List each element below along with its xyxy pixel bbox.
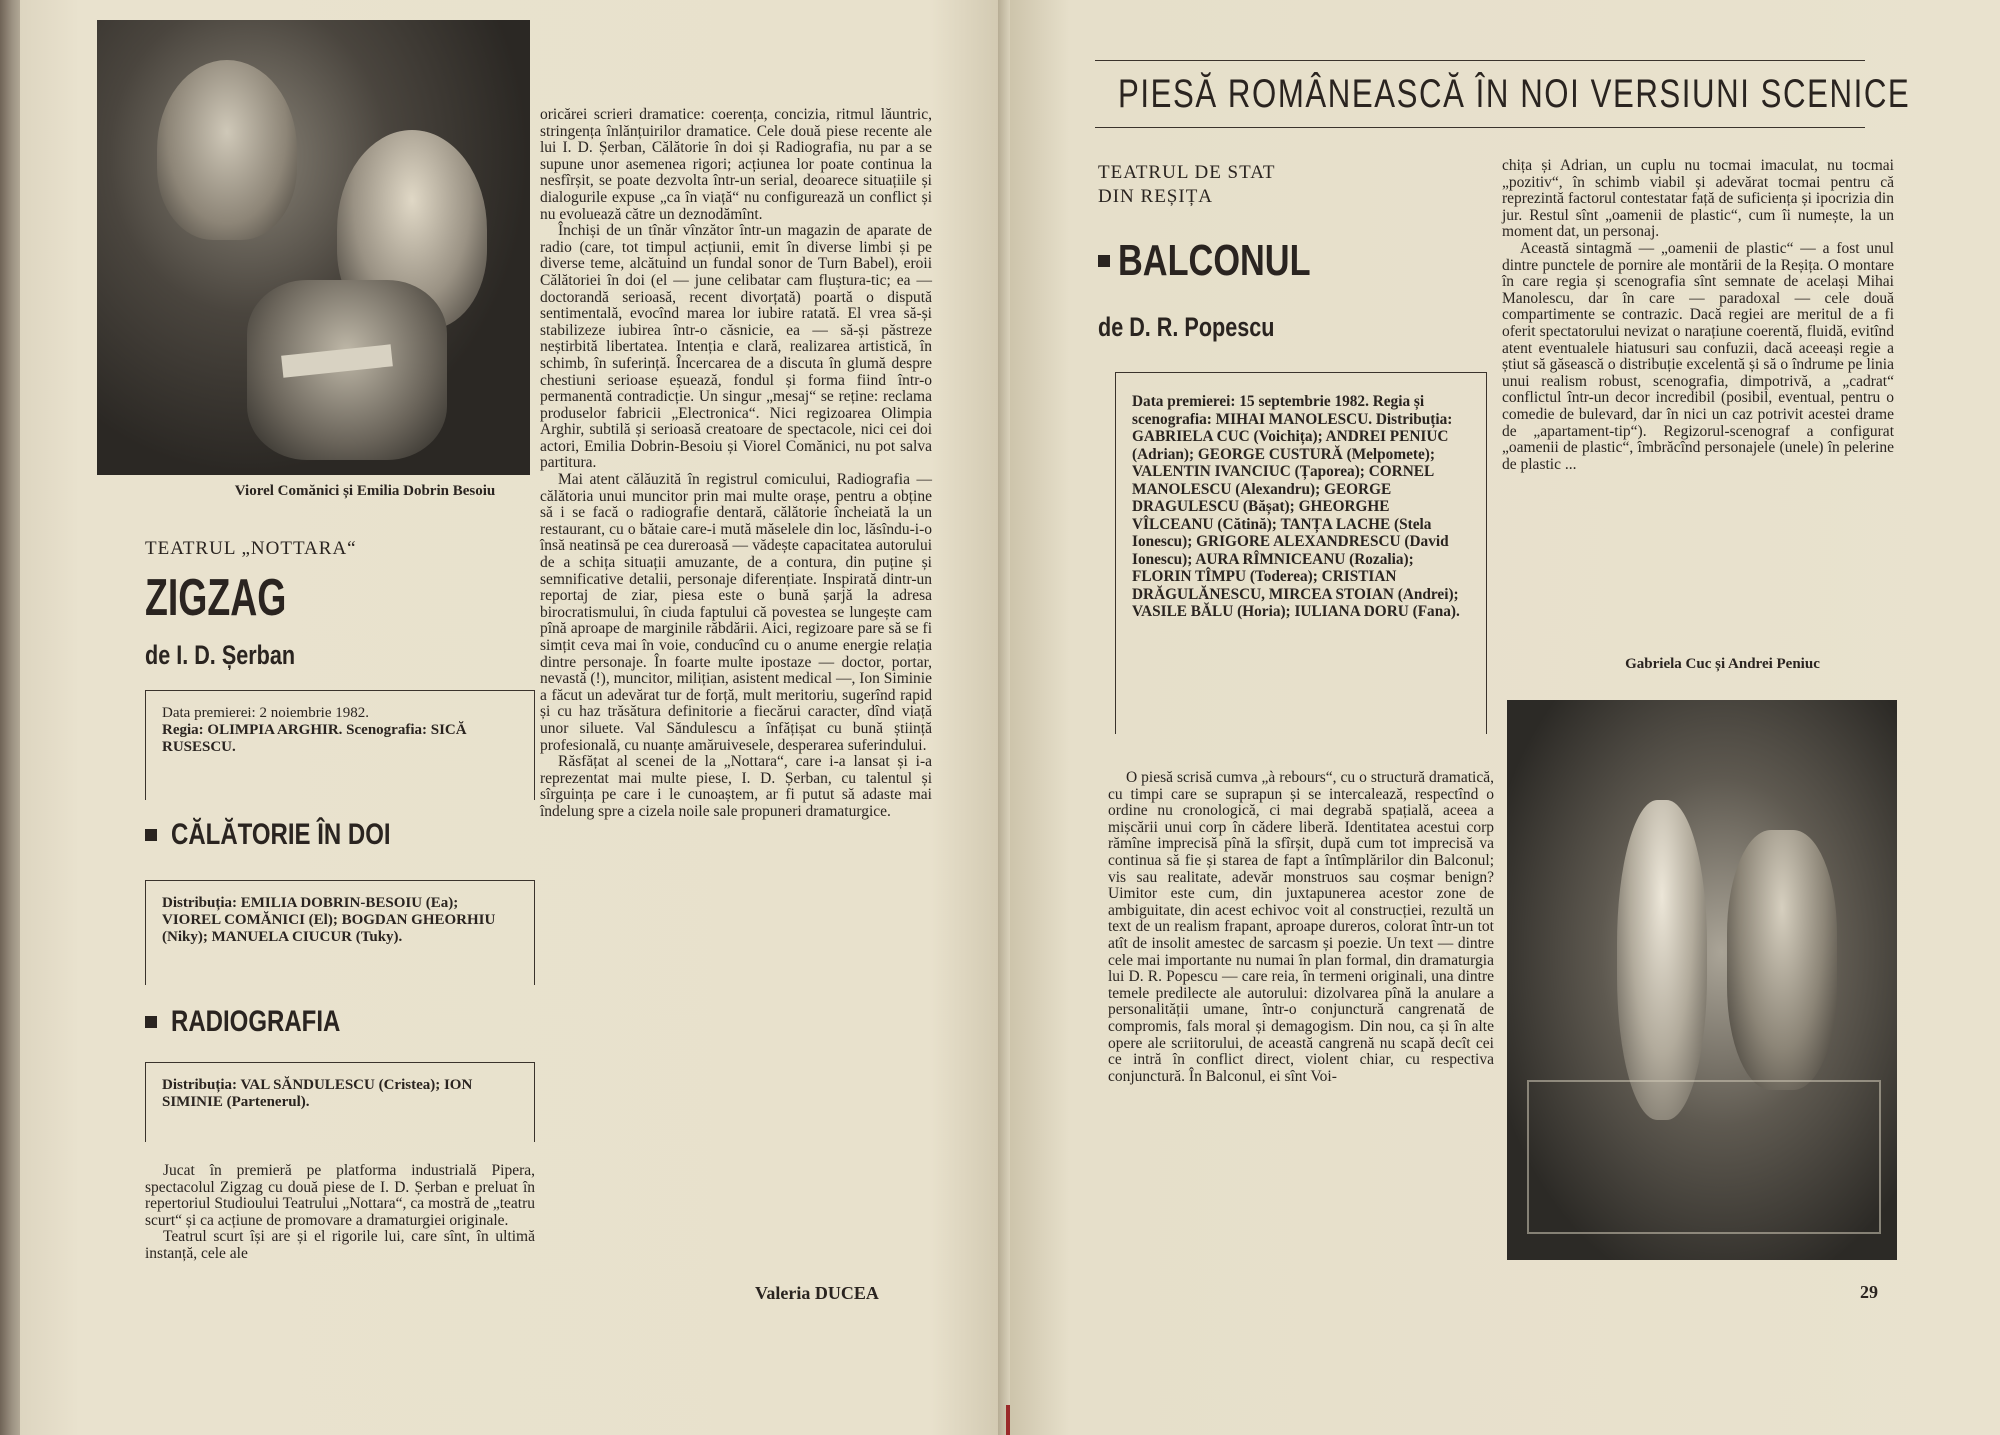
page-header: PIESĂ ROMÂNEASCĂ ÎN NOI VERSIUNI SCENICE <box>1118 72 1911 116</box>
cast-box-1 <box>145 880 535 985</box>
balconul-photo <box>1507 700 1897 1260</box>
paragraph: Închiși de un tînăr vînzător într-un magazin de aparate de radio (care, tot timpul acțiunii, emit în diverse limbi și pe diverse teme, alcătuind un fundal sonor de Turn Babel), eroii Călătoriei în doi (el — june celibatar cam fluștura-tic; ea — doctorandă serioasă, recent divorțată) poartă o dispută sentimentală, evocînd marea lor iubire ratată. El vrea să-și stabilizeze iubirea într-o căsnicie, ea — să-și păstreze neștirbită libertatea. Intenția e clară, realizarea artistică, în schimb, în suferință. Încercarea de a discuta în glumă despre chestiuni serioase eșuează, fondul și forma fiind într-o permanentă contradicție. Un singur „mesaj“ se reține: reclama produselor fabricii „Electronica“. Nici regizoarea Olimpia Arghir, subtilă și serioasă creatoare de spectacole, nici cei doi actori, Emilia Dobrin-Besoiu și Viorel Comănici, nu pot salva partitura. <box>540 222 932 472</box>
play-title: ZIGZAG <box>145 569 287 627</box>
paragraph: O piesă scrisă cumva „à rebours“, cu o structură dramatică, cu timpi care se suprapun și se intercalează, respectînd o ordine nu cronologică, ci mai degrabă spațială, aceea a mișcării unui corp în cădere liberă. Identitatea acestui corp rămîne imprecisă pînă la sfîrșit, după cum tot imprecisă va continua să fie și starea de fapt a întîmplărilor din Balconul; vis sau realitate, adevăr monstruos sau coșmar benign? Uimitor este cum, din juxtapunerea acestor zone de ambiguitate, din acest echivoc voit al construcției, rezultă un text de un realism frapant, aproape dureros, colorat într-un tot atît de insolit amestec de sarcasm și poezie. Un text — dintre cele mai importante nu numai în plan formal, din dramaturgia lui D. R. Popescu — care reia, în termeni originali, una dintre temele predilecte ale autorului: dizolvarea pînă la anulare a personalității umane, într-o conjunctură cangrenată de compromis, fals moral și demagogism. Din nou, ca și în alte opere ale scriitorului, de această cangrenă nu scapă decît cei ce intră în conflict direct, violent chiar, cu respectiva conjunctură. În Balconul, ei sînt Voi- <box>1108 769 1494 1085</box>
article-column-1 <box>145 1163 535 1263</box>
zigzag-photo <box>97 20 530 475</box>
article-column-2 <box>540 107 932 821</box>
square-bullet-icon <box>1098 255 1110 267</box>
cast-box-2 <box>145 1062 535 1142</box>
paragraph: Răsfățat al scenei de la „Nottara“, care i-a lansat și i-a reprezentat mai multe piese, I. D. Șerban, cu talentul și sîrguința pe care i le cunoaștem, ar fi putut să adaste mai îndelung spre a cizela noile sale propuneri dramaturgice. <box>540 753 932 820</box>
photo-caption: Gabriela Cuc și Andrei Peniuc <box>1625 656 1820 672</box>
page-number: 29 <box>1860 1282 1878 1302</box>
premiere-box <box>145 690 535 800</box>
section-calatorie <box>145 818 445 852</box>
premiere-details: Data premierei: 15 septembrie 1982. Regia și scenografia: MIHAI MANOLESCU. Distribuția: GABRIELA CUC (Voichița); ANDREI PENIUC (Adrian); GEORGE CUSTURĂ (Melpomete); VALENTIN IVANCIUC (Țaporea); CORNEL MANOLESCU (Alexandru); GEORGE DRAGULESCU (Bășat); GHEORGHE VÎLCEANU (Cătină); TANȚA LACHE (Stela Ionescu); GRIGORE ALEXANDRESCU (David Ionescu); AURA RÎMNICEANU (Rozalia); FLORIN TÎMPU (Toderea); CRISTIAN DRĂGULĂNESCU, MIRCEA STOIAN (Andrei); VASILE BĂLU (Horia); IULIANA DORU (Fana). <box>1132 393 1460 620</box>
paragraph: Mai atent călăuzită în registrul comicului, Radiografia — călătoria unui muncitor prin mai multe orașe, pentru a obține să i se facă o radiografie dentară, călătorie încheiată la un restaurant, cu o bătaie care-i mută măselele din loc, lăsîndu-i-o însă neatinsă pe cea dureroasă — vădește capacitatea autorului de a schița situații amuzante, de a contura, din puține și semnificative detalii, personaje diferențiate. Inspirată dintr-un reportaj de ziar, piesa este o bună șarjă la adresa birocratismului, în ciuda faptului că povestea se lungește cam pînă aproape de marginile răbdării. Aici, regizoare pare să se fi simțit ceva mai în voie, conducînd cu o anume energie relația dintre personaje. În foarte multe ipostaze — doctor, portar, nevastă (!), muncitor, milițian, asistent medical —, Ion Siminie a făcut un adevărat tur de forță, mult meritoriu, sugerînd rapid și cu haz trăsătura definitorie a fiecărui caracter, dînd viață unor siluete. Val Săndulescu a înfățișat cu bună știință profesională, cu nuanțe amăruivesele, desperarea suferindului. <box>540 471 932 754</box>
theatre-name-line1: TEATRUL DE STAT <box>1098 162 1276 183</box>
paragraph: Teatrul scurt își are și el rigorile lui, care sînt, în ultimă instanță, cele ale <box>145 1228 535 1262</box>
theatre-name-line2: DIN REȘIȚA <box>1098 186 1214 207</box>
premiere-box <box>1115 372 1487 734</box>
paragraph: oricărei scrieri dramatice: coerența, concizia, ritmul lăuntric, stringența înlănțuirilor dramatice. Cele două piese recente ale lui I. D. Șerban, Călătorie în doi și Radiografia, nu par a se supune unor asemenea rigori; acțiunea lor poate continua la nesfîrșit, se poate dezvolta într-un serial, deoarece situațiile și dialogurile expuse „ca în viață“ nu configurează un conflict și nu evoluează către un deznodămînt. <box>540 106 932 223</box>
cast-list: Distribuția: EMILIA DOBRIN-BESOIU (Ea); VIOREL COMĂNICI (El); BOGDAN GHEORHIU (Niky); MANUELA CIUCUR (Tuky). <box>162 895 496 945</box>
section-title: RADIOGRAFIA <box>171 1005 341 1038</box>
square-bullet-icon <box>145 1016 157 1028</box>
title-text: BALCONUL <box>1118 236 1311 285</box>
author-signature: Valeria DUCEA <box>755 1283 879 1303</box>
play-author: de D. R. Popescu <box>1098 312 1275 342</box>
article-column-1 <box>1108 770 1494 1085</box>
theatre-name: TEATRUL „NOTTARA“ <box>145 538 357 559</box>
cast-list: Distribuția: VAL SĂNDULESCU (Cristea); ION SIMINIE (Partenerul). <box>162 1077 473 1110</box>
left-page <box>20 0 1010 1435</box>
section-radiografia <box>145 1005 383 1039</box>
photo-caption: Viorel Comănici și Emilia Dobrin Besoiu <box>234 483 496 499</box>
premiere-date: Data premierei: 2 noiembrie 1982. <box>162 705 370 721</box>
play-author: de I. D. Șerban <box>145 640 296 670</box>
right-page <box>1010 0 2000 1435</box>
paragraph: Jucat în premieră pe platforma industrială Pipera, spectacolul Zigzag cu două piese de I. D. Șerban e preluat în repertoriul Studioului Teatrului „Nottara“, ca mostră de „teatru scurt“ și ca acțiune de promovare a dramaturgiei originale. <box>145 1162 535 1229</box>
paragraph: chița și Adrian, un cuplu nu tocmai imaculat, nu tocmai „pozitiv“, în schimb viabil și adevărat tocmai pentru că reprezintă factorul contestatar față de suficiența și ipocrizia din jur. Restul sînt „oamenii de plastic“, cum îi numește, la un moment dat, un personaj. <box>1502 157 1894 241</box>
square-bullet-icon <box>145 829 157 841</box>
play-title <box>1098 236 1365 286</box>
premiere-direction: Regia: OLIMPIA ARGHIR. Scenografia: SICĂ RUSESCU. <box>162 722 467 755</box>
paragraph: Această sintagmă — „oamenii de plastic“ — a fost unul dintre punctele de pornire ale montării de la Reșița. O montare în care regia și scenografia sînt semnate de același Mihai Manolescu, dar în care — paradoxal — cele două compartimente se contrazic. Dacă regiei are meritul de a fi oferit spectatorului nevizat o narațiune coerentă, fluidă, evitînd atent eventualele hiatusuri sau confuzii, dacă aceeași regie a știut să găsească o distribuție excelentă și să o îndrume pe linia unui realism robust, scenografia, dimpotrivă, a „cadrat“ conflictul într-un decor incredibil (posibil, eventual, pentru o comedie de bulevard, dar în nici un caz potrivit acestei drame de „apartament-tip“). Regizorul-scenograf a configurat „oamenii de plastic“, îmbrăcînd personajele (unele) în pelerine de plastic ... <box>1502 239 1894 473</box>
section-title: CĂLĂTORIE ÎN DOI <box>171 818 391 851</box>
article-column-2 <box>1502 158 1894 473</box>
